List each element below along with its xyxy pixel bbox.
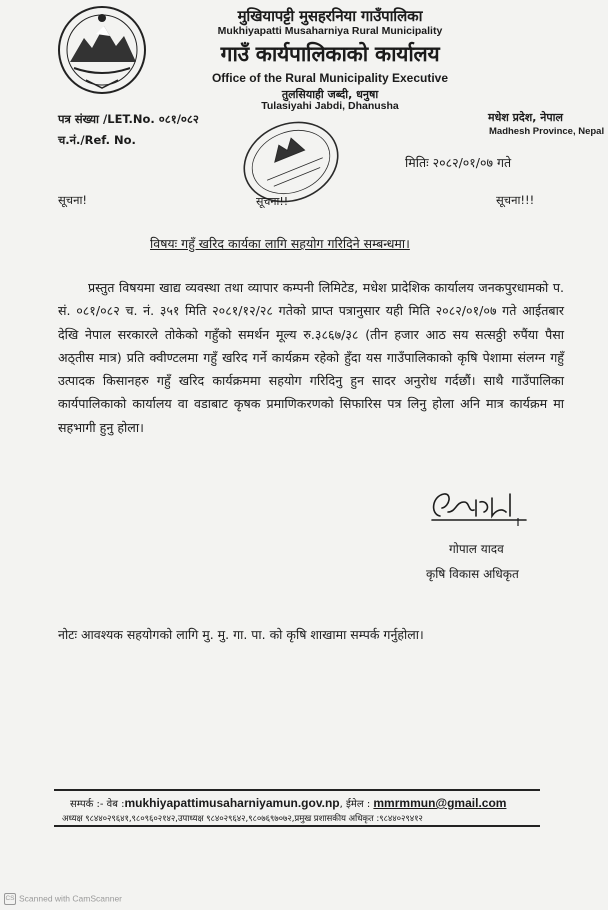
footer-contact <box>70 796 506 810</box>
footer-contact-label: सम्पर्क :- वेब : <box>70 799 125 810</box>
letter-subject: विषयः गहुँ खरिद कार्यका लागि सहयोग गरिदिने सम्बन्धमा। <box>150 236 410 251</box>
notice-heading-right: सूचना!!! <box>496 193 535 207</box>
footer-website[interactable]: mukhiyapattimusaharniyamun.gov.np <box>124 796 340 810</box>
letter-number: पत्र संख्या /LET.No. ०८१/०८२ <box>58 112 199 126</box>
scanner-watermark <box>4 893 122 905</box>
province-np: मधेश प्रदेश, नेपाल <box>488 111 563 124</box>
footer-bottom-rule <box>54 825 540 827</box>
notice-heading-left: सूचना! <box>58 193 88 207</box>
municipality-emblem <box>56 4 148 96</box>
letter-date: मितिः २०८२/०१/०७ गते <box>405 155 512 170</box>
stamp-notice-text: सूचना!! <box>256 195 289 208</box>
address-np: तुलसियाही जब्दी, धनुषा <box>281 88 379 101</box>
reference-number: च.नं./Ref. No. <box>58 133 136 147</box>
scanner-label: Scanned with CamScanner <box>19 893 123 904</box>
municipality-name-np: मुखियापट्टी मुसहरनिया गाउँपालिका <box>237 7 423 25</box>
footer-top-rule <box>54 789 540 791</box>
letter-body: प्रस्तुत विषयमा खाद्य व्यवस्था तथा व्यापार कम्पनी लिमिटेड, मधेश प्रादेशिक कार्यालय जनकपुरधामको प. सं. ०८१/०८२ च. नं. ३५१ मिति २०८१/१२/२८ गतेको प्राप्त पत्रानुसार यही मिति २०८२/०१/०७ गते आईतबार देखि नेपाल सरकारले तोकेको गहुँको समर्थन मूल्य रु.३८६७/३८ (तीन हजार आठ सय सत्सठ्ठी रुपैंया पैसा अठ्तीस मात्र) प्रति क्वीण्टलमा गहुँ खरिद गर्ने कार्यक्रम रहेको हुँदा यस गाउँपालिकाको कृषि पेशामा संलग्न गहुँ उत्पादक किसानहरु गहुँ खरिद कार्यक्रममा सहयोग गरिदिनु हुन सादर अनुरोध गर्दछौं। साथै गाउँपालिका कार्यपालिकाको कार्यालय वा वडाबाट कृषक प्रमाणिकरणको सिफारिस पत्र लिनु होला अनि मात्र कार्यक्रम मा सहभागी हुनु होला। <box>58 280 564 435</box>
camscanner-icon: CS <box>4 893 16 905</box>
address-en: Tulasiyahi Jabdi, Dhanusha <box>261 100 399 112</box>
office-name-en: Office of the Rural Municipality Executive <box>211 71 449 85</box>
signatory-designation: कृषि विकास अधिकृत <box>426 567 519 581</box>
signatory-name: गोपाल यादव <box>449 542 504 556</box>
province-en: Madhesh Province, Nepal <box>489 126 605 137</box>
letter-note: नोटः आवश्यक सहयोगको लागि मु. मु. गा. पा. को कृषि शाखामा सम्पर्क गर्नुहोला। <box>58 627 424 642</box>
handwritten-signature <box>426 486 538 528</box>
municipality-name-en: Mukhiyapatti Musaharniya Rural Municipality <box>217 25 443 37</box>
footer-email[interactable]: mmrmmun@gmail.com <box>373 796 507 810</box>
footer-phones: अध्यक्ष ९८४४०२९६४१,९८०९६०२१४२,उपाध्यक्ष ९८४०२९६४२,९८०७६९७०७२,प्रमुख प्रशासकीय अधिकृत :९८४४०२९४१२ <box>62 814 423 824</box>
footer-email-label: , ईमेल : <box>339 799 371 810</box>
office-name-np: गाउँ कार्यपालिकाको कार्यालय <box>220 42 440 66</box>
official-stamp <box>236 112 346 212</box>
